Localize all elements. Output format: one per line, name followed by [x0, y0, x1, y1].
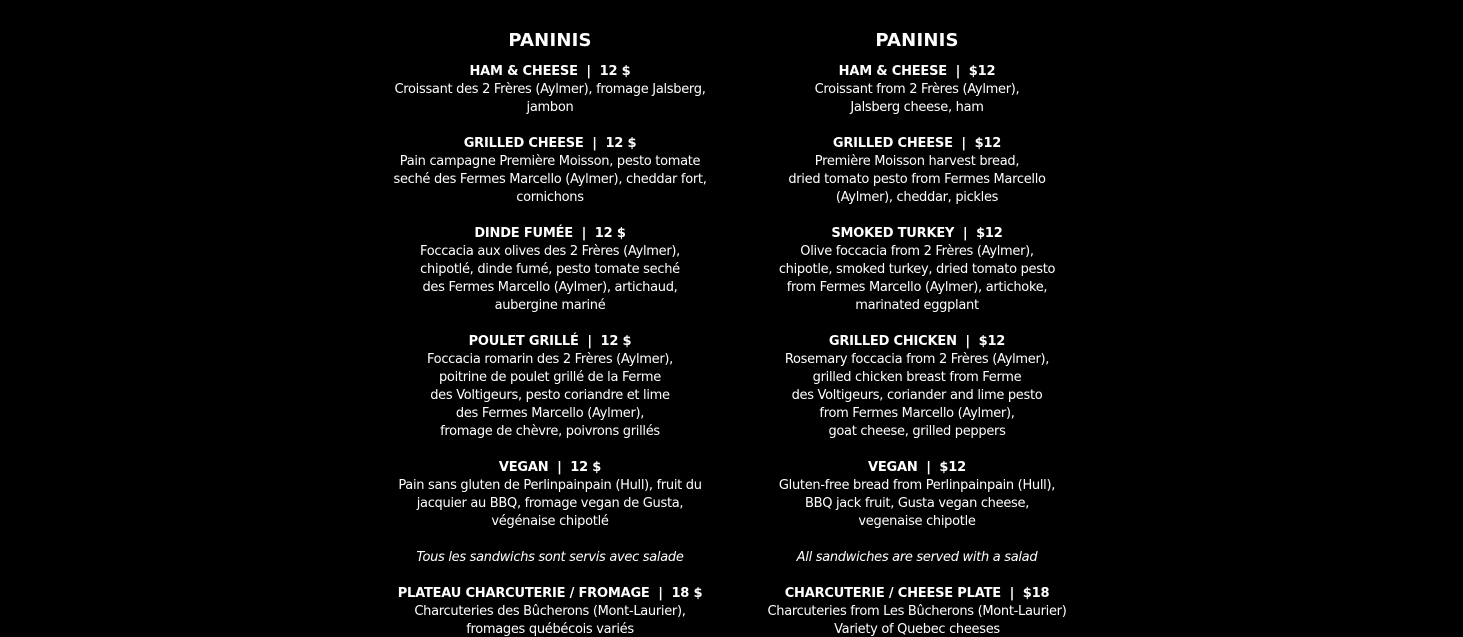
menu-item-description: végénaise chipotlé: [491, 514, 609, 529]
menu-item-vegan: [385, 459, 715, 531]
menu-item-description: from Fermes Marcello (Aylmer),: [819, 406, 1015, 421]
menu-item-description: goat cheese, grilled peppers: [828, 424, 1006, 439]
menu-item-description: Croissant from 2 Frères (Aylmer),: [814, 82, 1020, 97]
menu-item-vegan: [752, 459, 1082, 531]
menu-item-description: des Voltigeurs, coriander and lime pesto: [791, 388, 1043, 403]
menu-item-title: SMOKED TURKEY | $12: [831, 226, 1003, 241]
menu-item-description: Pain campagne Première Moisson, pesto tomate: [399, 154, 701, 169]
menu-item-description: Variety of Quebec cheeses: [834, 622, 1000, 637]
menu-item-description: jambon: [526, 100, 574, 115]
menu-item-description: dried tomato pesto from Fermes Marcello: [788, 172, 1046, 187]
menu-item-description: (Aylmer), cheddar, pickles: [835, 190, 999, 205]
menu-item-title: GRILLED CHEESE | $12: [832, 136, 1002, 151]
menu-item-grilled-cheese: [385, 135, 715, 207]
menu-item-description: Charcuteries des Bûcherons (Mont-Laurier),: [414, 604, 686, 619]
menu-item-title: GRILLED CHEESE | 12 $: [463, 136, 637, 151]
menu-item-ham-cheese: [385, 63, 715, 117]
menu-item-ham-cheese: [752, 63, 1082, 117]
menu-item-charcuterie-plate: [385, 585, 715, 637]
menu-item-description: Olive foccacia from 2 Frères (Aylmer),: [800, 244, 1034, 259]
menu-item-smoked-turkey: [752, 225, 1082, 315]
menu-item-grilled-cheese: [752, 135, 1082, 207]
section-title: PANINIS: [508, 30, 592, 51]
menu-item-description: Jalsberg cheese, ham: [850, 100, 984, 115]
menu-item-title: HAM & CHEESE | 12 $: [469, 64, 631, 79]
menu-item-description: chipotlé, dinde fumé, pesto tomate seché: [420, 262, 680, 277]
menu-item-description: Pain sans gluten de Perlinpainpain (Hull), fruit du: [398, 478, 702, 493]
menu-item-title: PLATEAU CHARCUTERIE / FROMAGE | 18 $: [397, 586, 703, 601]
menu-item-grilled-chicken: [752, 333, 1082, 441]
menu-item-description: from Fermes Marcello (Aylmer), artichoke,: [786, 280, 1048, 295]
menu-item-description: marinated eggplant: [855, 298, 979, 313]
menu-item-description: vegenaise chipotle: [858, 514, 976, 529]
menu-item-description: Foccacia romarin des 2 Frères (Aylmer),: [426, 352, 674, 367]
menu-item-title: HAM & CHEESE | $12: [838, 64, 996, 79]
menu-item-description: des Voltigeurs, pesto coriandre et lime: [430, 388, 670, 403]
menu-item-description: poitrine de poulet grillé de la Ferme: [438, 370, 661, 385]
menu-item-title: DINDE FUMÉE | 12 $: [474, 226, 626, 241]
menu-item-description: fromage de chèvre, poivrons grillés: [440, 424, 660, 439]
menu-item-description: BBQ jack fruit, Gusta vegan cheese,: [804, 496, 1030, 511]
menu-item-title: VEGAN | 12 $: [498, 460, 602, 475]
menu-item-charcuterie-plate: [752, 585, 1082, 637]
menu-item-description: jacquier au BBQ, fromage vegan de Gusta,: [416, 496, 684, 511]
menu-item-title: VEGAN | $12: [868, 460, 966, 475]
menu-item-description: Gluten-free bread from Perlinpainpain (Hull),: [778, 478, 1056, 493]
menu-item-title: GRILLED CHICKEN | $12: [828, 334, 1006, 349]
menu-item-grilled-chicken: [385, 333, 715, 441]
menu-column-french: [385, 27, 715, 637]
salad-note: Tous les sandwichs sont servis avec salade: [416, 550, 684, 565]
menu-item-description: des Fermes Marcello (Aylmer), artichaud,: [422, 280, 678, 295]
menu-item-description: cornichons: [516, 190, 584, 205]
menu-column-english: [752, 27, 1082, 637]
section-title: PANINIS: [875, 30, 959, 51]
menu-item-description: grilled chicken breast from Ferme: [812, 370, 1022, 385]
menu-item-description: chipotle, smoked turkey, dried tomato pesto: [778, 262, 1056, 277]
menu-item-description: seché des Fermes Marcello (Aylmer), cheddar fort,: [393, 172, 707, 187]
menu-item-title: POULET GRILLÉ | 12 $: [468, 334, 632, 349]
menu-item-description: Charcuteries from Les Bûcherons (Mont-Laurier): [767, 604, 1067, 619]
menu-item-description: des Fermes Marcello (Aylmer),: [455, 406, 645, 421]
menu-item-description: Croissant des 2 Frères (Aylmer), fromage Jalsberg,: [394, 82, 706, 97]
menu-item-description: Rosemary foccacia from 2 Frères (Aylmer),: [784, 352, 1050, 367]
menu-item-title: CHARCUTERIE / CHEESE PLATE | $18: [784, 586, 1050, 601]
menu-item-smoked-turkey: [385, 225, 715, 315]
menu-item-description: Foccacia aux olives des 2 Frères (Aylmer),: [419, 244, 680, 259]
menu-item-description: aubergine mariné: [494, 298, 606, 313]
menu-item-description: Première Moisson harvest bread,: [814, 154, 1020, 169]
menu-item-description: fromages québécois variés: [466, 622, 634, 637]
salad-note: All sandwiches are served with a salad: [796, 550, 1038, 565]
